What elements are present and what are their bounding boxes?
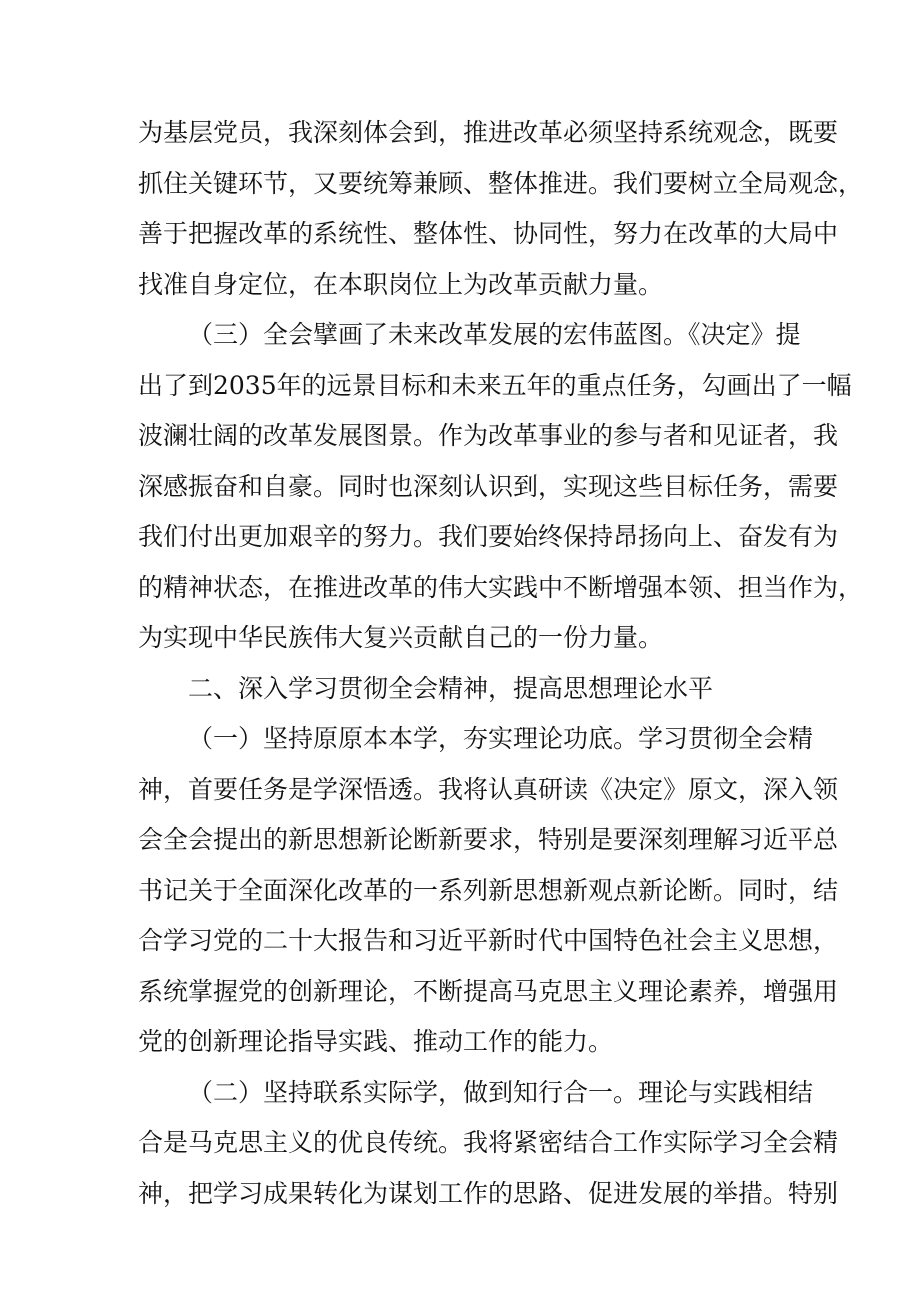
text-line: （二）坚持联系实际学，做到知行合一。理论与实践相结 [188,1077,814,1107]
text-line: 会全会提出的新思想新论断新要求，特别是要深刻理解习近平总 [138,825,839,854]
text-line: 找准自身定位，在本职岗位上为改革贡献力量。 [138,269,664,299]
paragraph-5 [138,1068,839,1220]
paragraph-1 [138,108,864,310]
section-heading [138,664,784,715]
text-line: （一）坚持原原本本学，夯实理论功底。学习贯彻全会精 [188,724,814,753]
text-line: （三）全会擘画了未来改革发展的宏伟蓝图。《决定》提 [188,320,801,349]
text-line: 合是马克思主义的优良传统。我将紧密结合工作实际学习全会精 [138,1128,839,1157]
text-line: 出了到2035年的远景目标和未来五年的重点任务，勾画出了一幅 [138,370,852,400]
paragraph-2 [138,310,864,664]
text-line: 系统掌握党的创新理论，不断提高马克思主义理论素养，增强用 [138,976,839,1006]
paragraph-4 [138,714,839,1068]
text-line: 书记关于全面深化改革的一系列新思想新观点新论断。同时，结 [138,875,839,905]
text-line: 抓住关键环节，又要统筹兼顾、整体推进。我们要树立全局观念， [138,168,864,198]
text-line: 为实现中华民族伟大复兴贡献自己的一份力量。 [138,623,664,652]
text-line: 为基层党员，我深刻体会到，推进改革必须坚持系统观念，既要 [138,118,839,147]
text-line: 善于把握改革的系统性、整体性、协同性，努力在改革的大局中 [138,219,839,248]
text-line: 波澜壮阔的改革发展图景。作为改革事业的参与者和见证者，我 [138,421,839,450]
text-line: 我们付出更加艰辛的努力。我们要始终保持昂扬向上、奋发有为 [138,522,839,551]
document-body [138,108,864,1219]
heading-text: 二、深入学习贯彻全会精神，提高思想理论水平 [188,673,714,703]
text-line: 的精神状态，在推进改革的伟大实践中不断增强本领、担当作为， [138,572,864,602]
text-line: 深感振奋和自豪。同时也深刻认识到，实现这些目标任务，需要 [138,471,839,501]
text-line: 党的创新理论指导实践、推动工作的能力。 [138,1027,614,1056]
text-line: 神，把学习成果转化为谋划工作的思路、促进发展的举措。特别 [138,1178,839,1208]
text-line: 合学习党的二十大报告和习近平新时代中国特色社会主义思想， [138,926,839,955]
text-line: 神，首要任务是学深悟透。我将认真研读《决定》原文，深入领 [138,774,839,804]
